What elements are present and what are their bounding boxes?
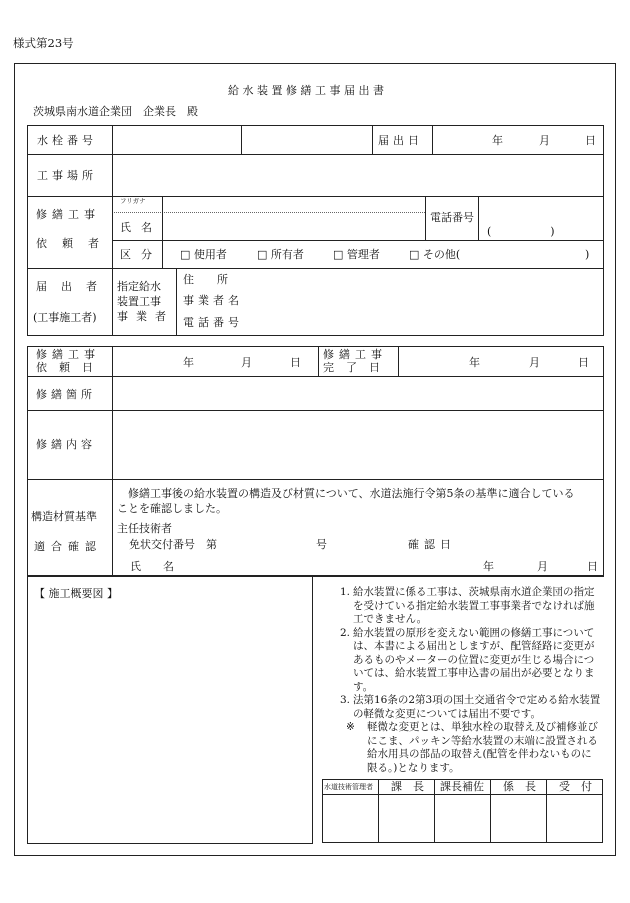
- license-go-label: 号: [316, 538, 327, 551]
- category-other-close: ): [585, 248, 590, 261]
- form-title: 給水装置修繕工事届出書: [228, 84, 388, 97]
- business-name-label: 事業者名: [183, 294, 243, 307]
- requester-label-1: 修繕工事: [36, 208, 100, 221]
- overview-drawing-area[interactable]: [29, 602, 310, 842]
- phone-label: 電話番号: [430, 211, 474, 224]
- struct-label-1: 構造材質基準: [31, 510, 97, 523]
- notify-month: 月: [539, 134, 550, 147]
- repair-place-label: 修繕箇所: [36, 388, 96, 401]
- repair-place-field[interactable]: [113, 377, 603, 409]
- repair-content-field[interactable]: [113, 411, 603, 478]
- category-manager-checkbox[interactable]: □ 管理者: [333, 248, 380, 261]
- designated-label-3: 事業者: [117, 310, 174, 323]
- form-code: 様式第23号: [13, 36, 74, 50]
- work-site-label: 工事場所: [37, 169, 97, 182]
- note-item: 1. 給水装置に係る工事は、茨城県南水道企業団の指定を受けている指定給水装置工事事業者でなければ施工できません。: [340, 586, 595, 625]
- req-date-label-2: 依頼日: [36, 361, 105, 374]
- req-day: 日: [290, 356, 301, 369]
- phone-no-label: 電話番号: [183, 316, 243, 329]
- stamp-cell[interactable]: [491, 795, 545, 842]
- work-site-field[interactable]: [113, 155, 603, 195]
- stamp-header-subsection-chief: 係 長: [503, 780, 536, 793]
- overview-label: 【 施工概要図 】: [34, 587, 118, 600]
- furigana-label: フリガナ: [120, 197, 146, 205]
- done-date-label-1: 修繕工事: [323, 348, 387, 361]
- addressee: 茨城県南水道企業団 企業長 殿: [33, 105, 198, 118]
- category-user-checkbox[interactable]: □ 使用者: [180, 248, 227, 261]
- requester-name-field[interactable]: [163, 213, 424, 239]
- contractor-info-field[interactable]: [250, 269, 603, 335]
- address-label: 住所: [183, 273, 251, 286]
- confirm-date-label: 確認日: [408, 538, 456, 551]
- notify-day: 日: [585, 134, 596, 147]
- confirm-month: 月: [537, 560, 548, 573]
- meter-no-label: 水栓番号: [37, 134, 97, 147]
- license-no-label: 免状交付番号 第: [129, 538, 217, 551]
- done-year: 年: [469, 356, 480, 369]
- requester-label-2: 依頼者: [36, 237, 114, 250]
- confirm-text-2: ことを確認しました。: [117, 502, 227, 515]
- confirm-day: 日: [587, 560, 598, 573]
- stamp-cell[interactable]: [379, 795, 433, 842]
- repair-content-label: 修繕内容: [36, 438, 96, 451]
- done-day: 日: [578, 356, 589, 369]
- notifier-label-2: (工事施工者): [33, 311, 97, 324]
- note-item: 2. 給水装置の原形を変えない範囲の修繕工事については、本書による届出としますが、配管経路に変更があるものやメーターの位置に変更が生じる場合については、給水装置工事申込書の届出が必要となります。: [340, 626, 595, 693]
- chief-engineer-label: 主任技術者: [117, 522, 172, 535]
- notify-date-field[interactable]: [433, 126, 603, 153]
- stamp-header-reception: 受 付: [559, 780, 592, 793]
- note-item: 3. 法第16条の2第3項の国土交通省令で定める給水装置の軽微な変更については届出不要です。: [340, 694, 601, 720]
- req-month: 月: [241, 356, 252, 369]
- stamp-cell[interactable]: [435, 795, 489, 842]
- notifier-label-1: 届出者: [36, 280, 111, 293]
- stamp-header-deputy-chief: 課長補佐: [440, 780, 484, 793]
- designated-label-1: 指定給水: [117, 280, 161, 293]
- stamp-header-water-manager: 水道技術管理者: [324, 783, 373, 791]
- req-date-field[interactable]: [113, 347, 317, 375]
- category-other-checkbox[interactable]: □ その他(: [409, 248, 461, 261]
- confirm-year: 年: [483, 560, 494, 573]
- notes-list: [340, 586, 602, 775]
- phone-field[interactable]: ( ): [487, 225, 558, 238]
- designated-label-2: 装置工事: [117, 295, 161, 308]
- name-label: 氏名: [120, 221, 162, 234]
- notify-date-label: 届出日: [378, 134, 423, 147]
- struct-label-2: 適合確認: [34, 540, 102, 553]
- req-date-label-1: 修繕工事: [36, 348, 100, 361]
- notify-year: 年: [492, 134, 503, 147]
- stamp-cell[interactable]: [547, 795, 602, 842]
- engineer-name-label: 氏 名: [130, 560, 174, 573]
- meter-no-field[interactable]: [113, 126, 240, 153]
- category-owner-checkbox[interactable]: □ 所有者: [257, 248, 304, 261]
- category-label: 区分: [120, 248, 162, 261]
- done-date-label-2: 完了日: [323, 361, 392, 374]
- note-item: ※ 軽微な変更とは、単独水栓の取替え及び補修並びにこま、パッキン等給水装置の末端に設置される給水用具の部品の取替え(配管を伴わないものに限る。)となります。: [346, 721, 598, 774]
- done-month: 月: [529, 356, 540, 369]
- stamp-header-section-chief: 課 長: [391, 780, 424, 793]
- done-date-field[interactable]: [399, 347, 603, 375]
- req-year: 年: [183, 356, 194, 369]
- stamp-cell[interactable]: [323, 795, 377, 842]
- confirm-text-1: 修繕工事後の給水装置の構造及び材質について、水道法施行令第5条の基準に適合している: [128, 487, 575, 500]
